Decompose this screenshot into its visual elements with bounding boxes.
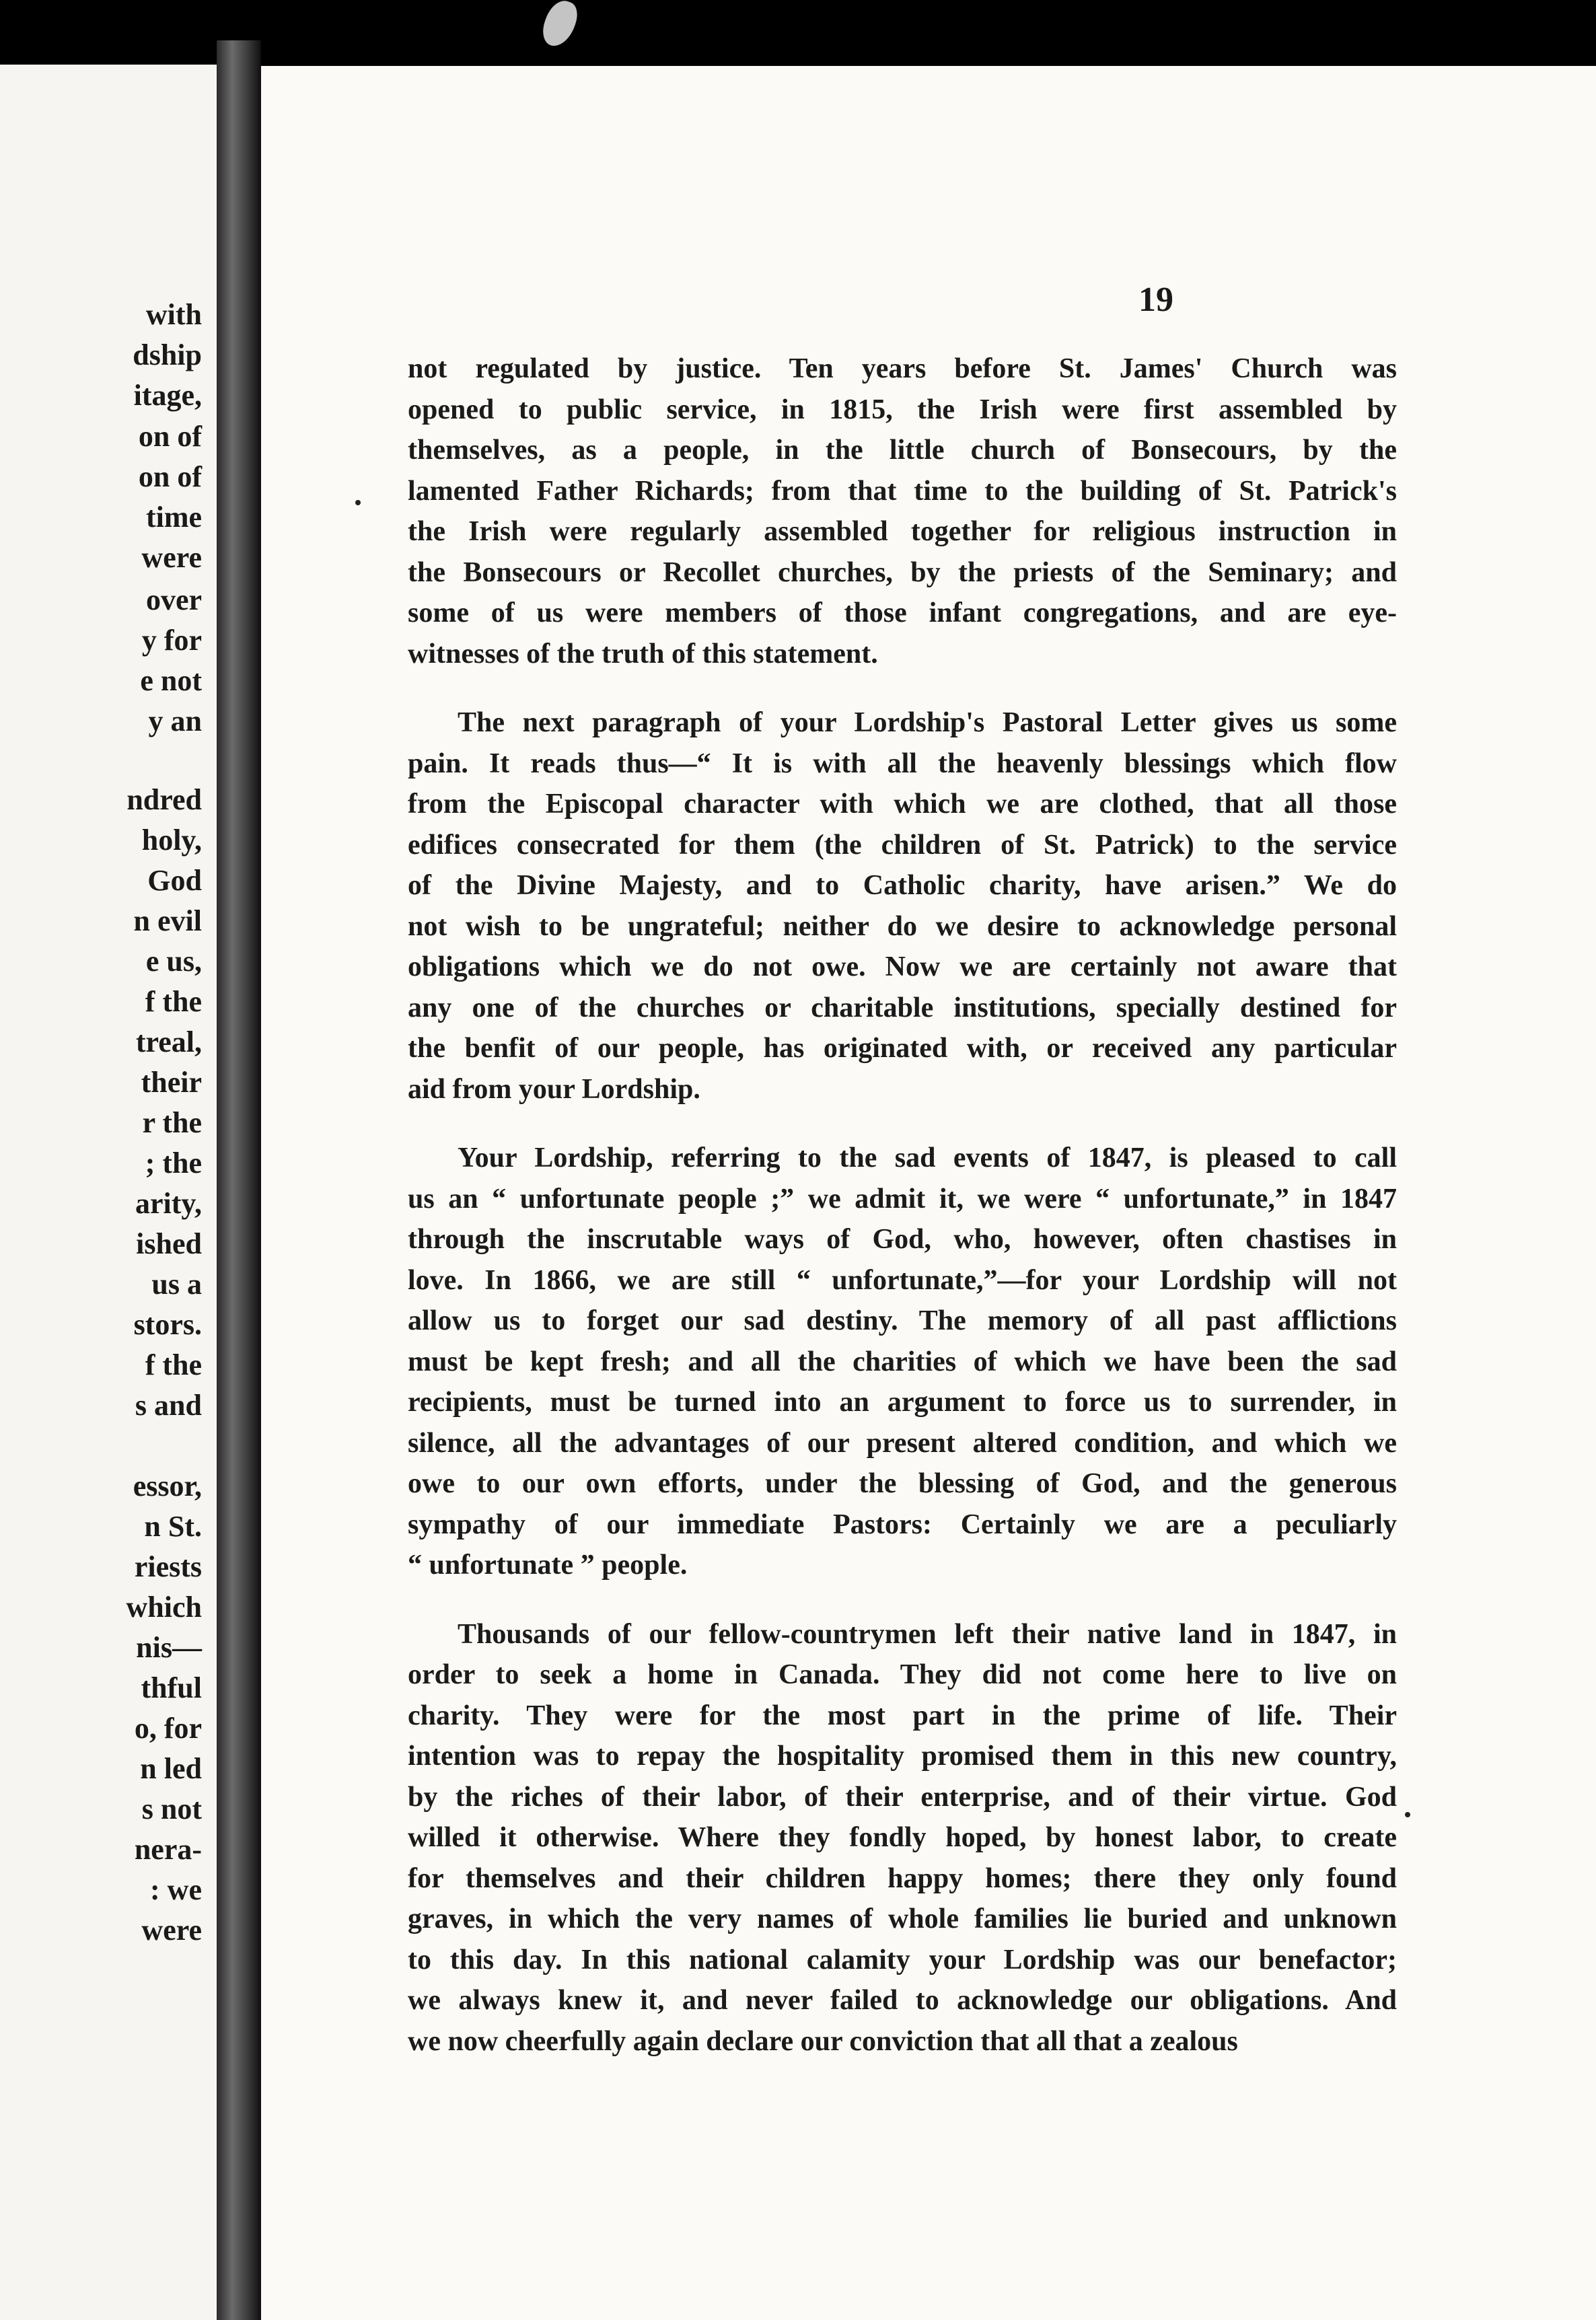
paragraph xyxy=(408,1138,1397,1586)
text-line: must be kept fresh; and all the charities of which we have been the sad xyxy=(408,1346,1397,1377)
previous-page-line-end: f the xyxy=(145,1348,202,1381)
previous-page-line-end: ished xyxy=(136,1227,202,1260)
paragraph xyxy=(408,702,1397,1110)
previous-page-line-end: : we xyxy=(150,1873,202,1906)
text-line: recipients, must be turned into an argument to force us to surrender, in xyxy=(408,1387,1397,1418)
previous-page-line-end: their xyxy=(141,1066,202,1099)
text-line: willed it otherwise. Where they fondly hoped, by honest labor, to create xyxy=(408,1822,1397,1853)
previous-page-line-end: f the xyxy=(145,985,202,1018)
text-line: to this day. In this national calamity your Lordship was our benefactor; xyxy=(408,1944,1397,1975)
text-line: by the riches of their labor, of their enterprise, and of their virtue. God xyxy=(408,1781,1397,1813)
previous-page-line-end: stors. xyxy=(133,1308,202,1341)
text-line: we always knew it, and never failed to acknowledge our obligations. And xyxy=(408,1985,1397,2016)
page-number: 19 xyxy=(1138,281,1173,319)
previous-page-line-end: which xyxy=(126,1591,202,1624)
previous-page-line-end: over xyxy=(145,583,202,616)
text-line: Your Lordship, referring to the sad events of 1847, is pleased to call xyxy=(458,1143,1397,1173)
text-line: pain. It reads thus—“ It is with all the heavenly blessings which flow xyxy=(408,748,1397,779)
previous-page-line-end: God xyxy=(147,864,202,897)
previous-page-line-end: time xyxy=(145,501,202,534)
text-line: not regulated by justice. Ten years before St. James' Church was xyxy=(408,353,1397,384)
text-line: silence, all the advantages of our present altered condition, and which we xyxy=(408,1427,1397,1459)
previous-page-line-end: e us, xyxy=(145,945,202,978)
previous-page-line-end: s and xyxy=(135,1389,202,1422)
previous-page-fragment xyxy=(0,65,217,2320)
previous-page-line-end: o, for xyxy=(134,1712,202,1745)
previous-page-line-end: on of xyxy=(138,420,202,453)
book-gutter xyxy=(217,40,261,2320)
text-line: lamented Father Richards; from that time to the building of St. Patrick's xyxy=(408,475,1397,507)
text-line: the benfit of our people, has originated with, or received any particular xyxy=(408,1033,1397,1064)
text-line: we now cheerfully again declare our conviction that all that a zealous xyxy=(408,2025,1238,2057)
text-line: any one of the churches or charitable institutions, specially destined for xyxy=(408,992,1397,1023)
text-line: intention was to repay the hospitality promised them in this new country, xyxy=(408,1741,1397,1772)
text-line: love. In 1866, we are still “ unfortunate,”—for your Lordship will not xyxy=(408,1264,1397,1296)
margin-speck xyxy=(355,500,361,505)
previous-page-line-end: were xyxy=(141,541,202,574)
paragraph xyxy=(408,349,1397,674)
previous-page-line-end: arity, xyxy=(135,1187,202,1220)
previous-page-line-end: nera- xyxy=(134,1833,202,1866)
text-line: not wish to be ungrateful; neither do we desire to acknowledge personal xyxy=(408,910,1397,942)
text-line: order to seek a home in Canada. They did not come here to live on xyxy=(408,1659,1397,1690)
previous-page-line-end: nis— xyxy=(136,1631,202,1664)
text-line: The next paragraph of your Lordship's Pastoral Letter gives us some xyxy=(458,707,1397,738)
text-line: of the Divine Majesty, and to Catholic charity, have arisen.” We do xyxy=(408,870,1397,901)
previous-page-line-end: ; the xyxy=(145,1147,202,1180)
previous-page-line-end: n evil xyxy=(133,904,202,937)
previous-page-line-end: us a xyxy=(151,1268,202,1301)
margin-speck xyxy=(1405,1812,1410,1817)
previous-page-line-end: s not xyxy=(141,1792,202,1825)
previous-page-line-end: n led xyxy=(140,1752,202,1785)
text-line: opened to public service, in 1815, the Irish were first assembled by xyxy=(408,394,1397,425)
previous-page-line-end: n St. xyxy=(144,1510,202,1543)
text-line: charity. They were for the most part in the prime of life. Their xyxy=(408,1700,1397,1731)
previous-page-line-end: ndred xyxy=(126,783,202,816)
paragraph xyxy=(408,1614,1397,2062)
scan-smudge xyxy=(538,0,581,50)
previous-page-line-end: thful xyxy=(141,1671,202,1704)
text-line: Thousands of our fellow-countrymen left their native land in 1847, in xyxy=(458,1618,1397,1650)
previous-page-line-end: holy, xyxy=(141,824,202,857)
previous-page-line-end: treal, xyxy=(135,1025,202,1058)
previous-page-line-end: essor, xyxy=(133,1470,202,1502)
text-line: sympathy of our immediate Pastors: Certainly we are a peculiarly xyxy=(408,1509,1397,1540)
previous-page-line-end: itage, xyxy=(133,379,202,412)
book-page xyxy=(261,66,1596,2320)
text-line: from the Episcopal character with which we are clothed, that all those xyxy=(408,789,1397,820)
previous-page-line-end: dship xyxy=(133,338,202,371)
text-line: obligations which we do not owe. Now we are certainly not aware that xyxy=(408,951,1397,982)
text-line: edifices consecrated for them (the children of St. Patrick) to the service xyxy=(408,829,1397,861)
text-line: witnesses of the truth of this statement. xyxy=(408,638,878,669)
previous-page-line-end: were xyxy=(141,1914,202,1947)
previous-page-line-end: y for xyxy=(141,624,202,657)
text-line: us an “ unfortunate people ;” we admit it, we were “ unfortunate,” in 1847 xyxy=(408,1183,1397,1215)
previous-page-line-end: e not xyxy=(140,664,202,697)
text-line: for themselves and their children happy homes; there they only found xyxy=(408,1862,1397,1894)
text-line: owe to our own efforts, under the blessing of God, and the generous xyxy=(408,1468,1397,1499)
text-line: “ unfortunate ” people. xyxy=(408,1550,688,1581)
page-body-text xyxy=(408,349,1397,2090)
previous-page-line-end: on of xyxy=(138,460,202,493)
text-line: allow us to forget our sad destiny. The memory of all past afflictions xyxy=(408,1305,1397,1336)
text-line: themselves, as a people, in the little church of Bonsecours, by the xyxy=(408,435,1397,466)
text-line: aid from your Lordship. xyxy=(408,1073,700,1105)
text-line: graves, in which the very names of whole families lie buried and unknown xyxy=(408,1904,1397,1934)
previous-page-line-end: with xyxy=(145,298,202,331)
previous-page-line-end: r the xyxy=(142,1106,202,1139)
text-line: some of us were members of those infant congregations, and are eye- xyxy=(408,597,1397,628)
previous-page-line-end: y an xyxy=(148,704,202,737)
text-line: the Irish were regularly assembled together for religious instruction in xyxy=(408,516,1397,547)
text-line: the Bonsecours or Recollet churches, by the priests of the Seminary; and xyxy=(408,556,1397,588)
previous-page-line-end: riests xyxy=(134,1550,202,1583)
text-line: through the inscrutable ways of God, who, however, often chastises in xyxy=(408,1224,1397,1255)
